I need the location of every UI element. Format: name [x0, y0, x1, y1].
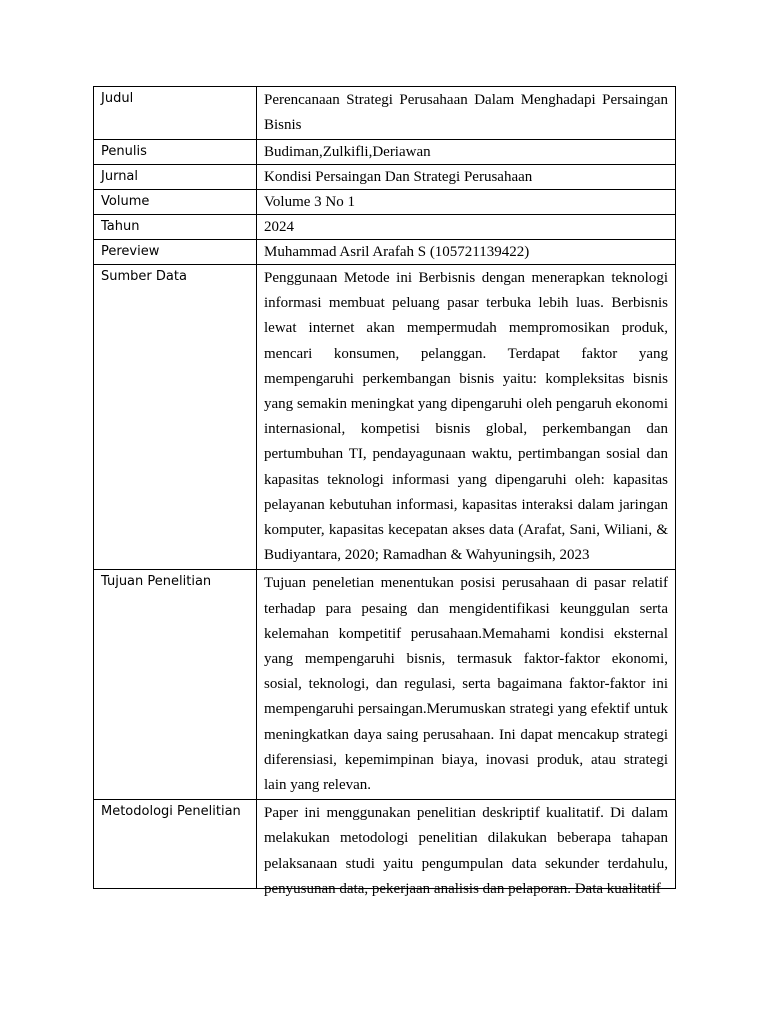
row-value-pereview: Muhammad Asril Arafah S (105721139422) — [257, 240, 676, 265]
row-label-tujuan-penelitian: Tujuan Penelitian — [94, 570, 257, 800]
row-label-volume: Volume — [94, 190, 257, 215]
table-row — [94, 215, 676, 240]
table-row — [94, 165, 676, 190]
row-label-judul: Judul — [94, 87, 257, 140]
table-row — [94, 265, 676, 570]
review-table — [93, 86, 676, 897]
row-value-penulis: Budiman,Zulkifli,Deriawan — [257, 140, 676, 165]
row-value-sumber-data: Penggunaan Metode ini Berbisnis dengan menerapkan teknologi informasi membuat peluang pasar terbuka lebih luas. Berbisnis lewat internet akan mempermudah mempromosikan produk, mencari konsumen, pelanggan. Terdapat faktor yang mempengaruhi perkembangan bisnis yaitu: kompleksitas bisnis yang semakin meningkat yang dipengaruhi oleh pengaruh ekonomi internasional, kompetisi bisnis global, perkembangan dan pertumbuhan TI, pendayagunaan waktu, pertimbangan sosial dan kapasitas teknologi informasi yang dipengaruhi oleh: kapasitas pelayanan kebutuhan informasi, kapasitas interaksi dalam jaringan komputer, kapasitas kecepatan akses data (Arafat, Sani, Wiliani, & Budiyantara, 2020; Ramadhan & Wahyuningsih, 2023 — [257, 265, 676, 570]
table-row — [94, 240, 676, 265]
table-row — [94, 190, 676, 215]
row-label-pereview: Pereview — [94, 240, 257, 265]
row-label-tahun: Tahun — [94, 215, 257, 240]
row-label-metodologi-penelitian: Metodologi Penelitian — [94, 800, 257, 889]
row-value-judul: Perencanaan Strategi Perusahaan Dalam Menghadapi Persaingan Bisnis — [257, 87, 676, 140]
row-label-sumber-data: Sumber Data — [94, 265, 257, 570]
row-value-metodologi-penelitian — [257, 800, 676, 897]
row-value-tahun: 2024 — [257, 215, 676, 240]
metodologi-text: Paper ini menggunakan penelitian deskriptif kualitatif. Di dalam melakukan metodologi penelitian dilakukan beberapa tahapan pelaksanaan studi yaitu pengumpulan data sekunder terdahulu, penyusunan data, pekerjaan analisis dan pelaporan. Data kualitatif — [264, 805, 668, 897]
row-label-jurnal: Jurnal — [94, 165, 257, 190]
table-row — [94, 140, 676, 165]
row-value-jurnal: Kondisi Persaingan Dan Strategi Perusahaan — [257, 165, 676, 190]
table-row — [94, 570, 676, 800]
row-label-penulis: Penulis — [94, 140, 257, 165]
row-value-tujuan-penelitian: Tujuan peneletian menentukan posisi perusahaan di pasar relatif terhadap para pesaing dan mengidentifikasi keunggulan serta kelemahan kompetitif perusahaan.Memahami kondisi eksternal yang mempengaruhi bisnis, termasuk faktor-faktor ekonomi, sosial, teknologi, dan regulasi, serta bagaimana faktor-faktor ini mempengaruhi persaingan.Merumuskan strategi yang efektif untuk meningkatkan daya saing perusahaan. Ini dapat mencakup strategi diferensiasi, kepemimpinan biaya, inovasi produk, atau strategi lain yang relevan. — [257, 570, 676, 800]
table-row — [94, 800, 676, 889]
row-value-volume: Volume 3 No 1 — [257, 190, 676, 215]
table-row — [94, 87, 676, 140]
